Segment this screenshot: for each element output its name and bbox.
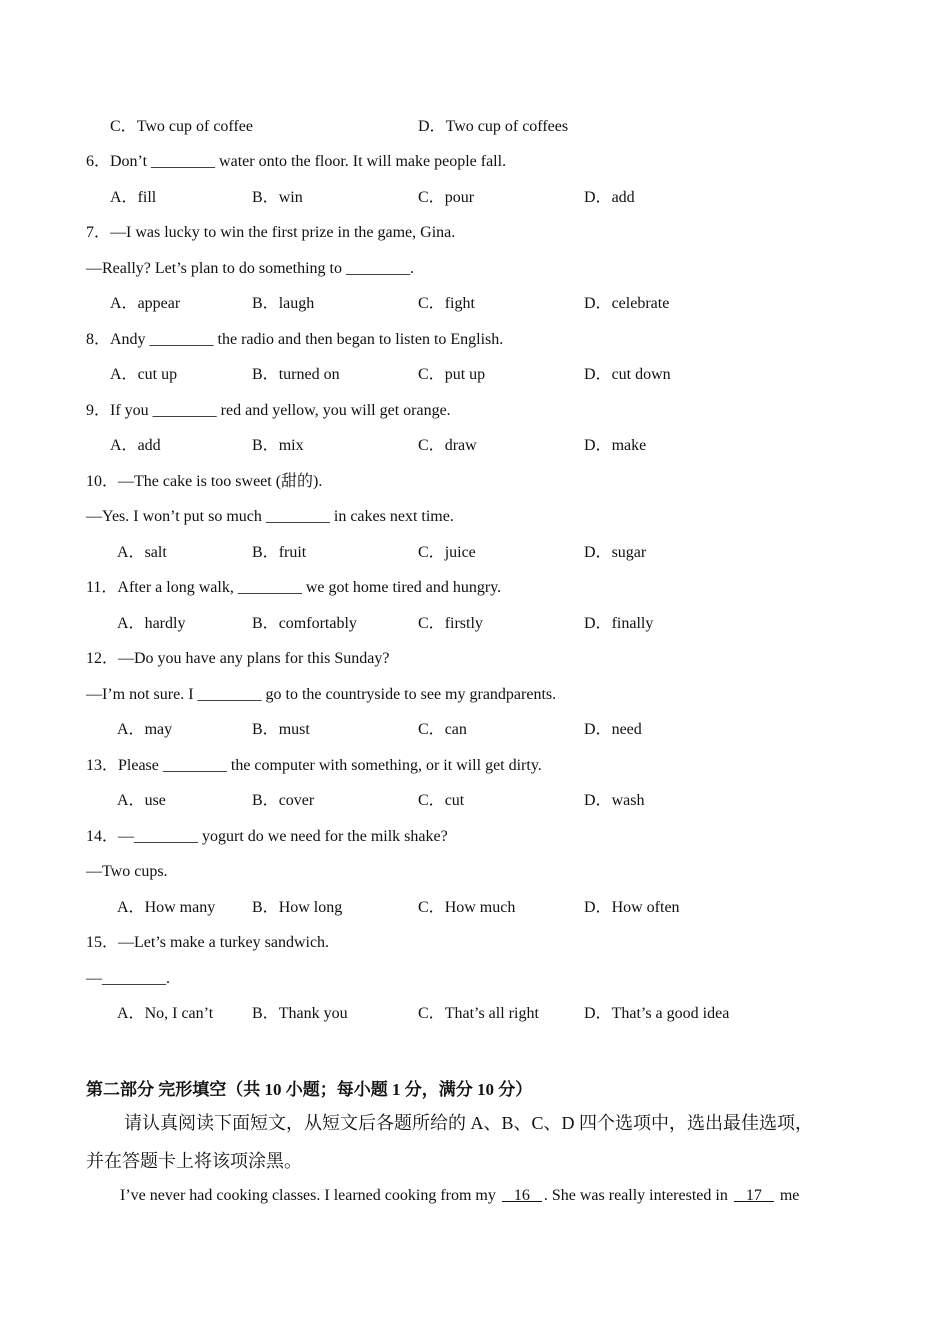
option-letter: D． xyxy=(584,614,612,632)
question-9-option-b xyxy=(252,436,304,456)
question-11-line-1: 11．After a long walk, ________ we got home tired and hungry. xyxy=(86,579,502,596)
option-text: Two cup of coffees xyxy=(445,118,569,135)
instruction-line-2: 并在答题卡上将该项涂黑。 xyxy=(86,1151,302,1171)
option-letter: A． xyxy=(110,188,138,206)
option-text: How much xyxy=(444,898,516,916)
option-text: fill xyxy=(137,188,157,206)
question-13-line-1: 13．Please ________ the computer with something, or it will get dirty. xyxy=(86,756,542,774)
option-letter: B． xyxy=(252,1005,279,1022)
question-14-line-1: 14．—________ yogurt do we need for the milk shake? xyxy=(86,827,448,845)
question-14-option-c xyxy=(418,898,515,918)
option-text: can xyxy=(444,721,467,738)
option-text: pour xyxy=(444,188,475,206)
option-text: That’s a good idea xyxy=(611,1005,730,1022)
question-9-option-c xyxy=(418,436,477,456)
option-text: Thank you xyxy=(278,1005,348,1022)
option-letter: D． xyxy=(418,118,446,135)
q5-option-d xyxy=(418,117,568,137)
option-text: How many xyxy=(144,898,216,916)
option-letter: A． xyxy=(117,792,145,809)
option-letter: B． xyxy=(252,543,279,561)
option-text: wash xyxy=(611,792,645,809)
option-text: fight xyxy=(444,295,475,312)
question-15-option-c xyxy=(418,1004,539,1024)
question-15-line-2: —________. xyxy=(86,969,170,987)
option-text: juice xyxy=(444,543,476,561)
question-11-option-a xyxy=(117,614,185,634)
option-letter: C． xyxy=(418,188,445,206)
option-letter: B． xyxy=(252,188,279,206)
option-text: hardly xyxy=(144,614,186,632)
option-text: salt xyxy=(144,543,167,561)
question-10-option-c xyxy=(418,543,476,563)
option-text: win xyxy=(278,188,303,206)
question-10-option-a xyxy=(117,543,167,563)
question-8-line-1: 8．Andy ________ the radio and then began to listen to English. xyxy=(86,330,504,348)
option-letter: D． xyxy=(584,721,612,738)
option-text: comfortably xyxy=(278,614,357,632)
option-text: need xyxy=(611,721,642,738)
question-6-option-a xyxy=(110,188,156,208)
option-letter: C． xyxy=(418,792,445,809)
question-12-option-a xyxy=(117,720,172,740)
passage-first-line xyxy=(86,1186,876,1206)
option-text: firstly xyxy=(444,614,483,632)
question-14-option-d xyxy=(584,898,680,918)
question-12-option-b xyxy=(252,720,310,740)
option-letter: A． xyxy=(117,1005,145,1022)
option-text: cut xyxy=(444,792,465,809)
option-text: mix xyxy=(278,437,304,454)
question-9-line-1: 9．If you ________ red and yellow, you will get orange. xyxy=(86,401,451,419)
question-7-option-a xyxy=(110,294,180,314)
option-letter: A． xyxy=(117,898,145,916)
question-14-option-a xyxy=(117,898,215,918)
option-letter: C． xyxy=(418,295,445,312)
option-text: appear xyxy=(137,295,181,312)
question-13-option-d xyxy=(584,791,644,811)
option-text: sugar xyxy=(611,543,647,561)
question-10-option-d xyxy=(584,543,646,563)
question-6-option-d xyxy=(584,188,635,208)
question-8-option-d xyxy=(584,365,671,385)
option-letter: B． xyxy=(252,614,279,632)
option-letter: B． xyxy=(252,437,279,454)
question-13-option-c xyxy=(418,791,464,811)
question-15-option-b xyxy=(252,1004,348,1024)
blank-17-number: 17 xyxy=(745,1187,762,1204)
option-text: may xyxy=(144,721,173,738)
option-letter: A． xyxy=(117,721,145,738)
question-9-option-d xyxy=(584,436,646,456)
option-letter: D． xyxy=(584,366,612,383)
option-letter: C． xyxy=(418,898,445,916)
question-12-line-1: 12．—Do you have any plans for this Sunday? xyxy=(86,650,390,667)
question-7-line-1: 7．—I was lucky to win the first prize in the game, Gina. xyxy=(86,224,456,241)
option-letter: C． xyxy=(418,437,445,454)
question-8-option-c xyxy=(418,365,485,385)
question-7-option-c xyxy=(418,294,475,314)
instruction-line-1: 请认真阅读下面短文，从短文后各题所给的 A、B、C、D 四个选项中，选出最佳选项， xyxy=(124,1113,814,1133)
option-text: Two cup of coffee xyxy=(136,118,253,135)
option-letter: D． xyxy=(584,1005,612,1022)
question-7-line-2: —Really? Let’s plan to do something to ________. xyxy=(86,259,414,277)
question-8-option-a xyxy=(110,365,177,385)
question-11-option-c xyxy=(418,614,483,634)
question-10-line-2: —Yes. I won’t put so much ________ in cakes next time. xyxy=(86,508,454,525)
question-14-line-2: —Two cups. xyxy=(86,863,168,880)
question-6-option-c xyxy=(418,188,474,208)
option-text: How often xyxy=(611,898,680,916)
option-letter: B． xyxy=(252,721,279,738)
question-11-option-d xyxy=(584,614,653,634)
question-12-option-c xyxy=(418,720,467,740)
option-letter: D． xyxy=(584,188,612,206)
passage-text-c: me xyxy=(775,1187,800,1204)
option-text: must xyxy=(278,721,310,738)
question-6-option-b xyxy=(252,188,303,208)
passage-text-b: . She was really interested in xyxy=(543,1187,732,1204)
option-letter: B． xyxy=(252,295,279,312)
question-14-option-b xyxy=(252,898,342,918)
question-7-option-b xyxy=(252,294,314,314)
question-10-option-b xyxy=(252,543,306,563)
blank-16-number: 16 xyxy=(513,1187,530,1204)
option-letter: A． xyxy=(110,437,138,454)
option-text: fruit xyxy=(278,543,307,561)
question-12-option-d xyxy=(584,720,642,740)
option-text: draw xyxy=(444,437,477,454)
option-letter: D． xyxy=(584,898,612,916)
blank-17 xyxy=(732,1187,776,1204)
question-6-line-1: 6．Don’t ________ water onto the floor. It will make people fall. xyxy=(86,153,507,170)
option-text: add xyxy=(611,188,635,206)
question-15-line-1: 15．—Let’s make a turkey sandwich. xyxy=(86,934,330,951)
option-text: put up xyxy=(444,366,486,383)
option-text: That’s all right xyxy=(444,1005,539,1022)
option-letter: A． xyxy=(110,366,138,383)
option-text: cover xyxy=(278,792,315,809)
option-text: No, I can’t xyxy=(144,1005,214,1022)
passage-text-a: I’ve never had cooking classes. I learned cooking from my xyxy=(120,1187,500,1204)
option-letter: B． xyxy=(252,366,279,383)
option-letter: C． xyxy=(418,1005,445,1022)
option-text: celebrate xyxy=(611,295,670,312)
option-text: turned on xyxy=(278,366,340,383)
option-text: cut up xyxy=(137,366,178,383)
question-10-line-1: 10．—The cake is too sweet (甜的). xyxy=(86,472,323,490)
option-letter: A． xyxy=(110,295,138,312)
section-heading: 第二部分 完形填空（共 10 小题；每小题 1 分，满分 10 分） xyxy=(86,1080,533,1099)
blank-16 xyxy=(500,1187,544,1204)
option-text: How long xyxy=(278,898,343,916)
question-8-option-b xyxy=(252,365,340,385)
question-13-option-a xyxy=(117,791,166,811)
option-letter: D． xyxy=(584,543,612,561)
option-letter: B． xyxy=(252,792,279,809)
option-letter: D． xyxy=(584,437,612,454)
option-letter: D． xyxy=(584,792,612,809)
option-text: finally xyxy=(611,614,654,632)
question-11-option-b xyxy=(252,614,357,634)
option-text: laugh xyxy=(278,295,315,312)
option-letter: B． xyxy=(252,898,279,916)
option-letter: C． xyxy=(418,366,445,383)
option-letter: C． xyxy=(418,614,445,632)
option-letter: A． xyxy=(117,543,145,561)
option-text: use xyxy=(144,792,166,809)
option-letter: D． xyxy=(584,295,612,312)
question-13-option-b xyxy=(252,791,314,811)
question-7-option-d xyxy=(584,294,669,314)
option-letter: C． xyxy=(110,118,137,135)
question-15-option-a xyxy=(117,1004,213,1024)
option-text: make xyxy=(611,437,647,454)
option-letter: C． xyxy=(418,543,445,561)
q5-option-c xyxy=(110,117,253,137)
option-letter: C． xyxy=(418,721,445,738)
question-12-line-2: —I’m not sure. I ________ go to the countryside to see my grandparents. xyxy=(86,685,557,703)
question-9-option-a xyxy=(110,436,161,456)
option-letter: A． xyxy=(117,614,145,632)
question-15-option-d xyxy=(584,1004,729,1024)
option-text: cut down xyxy=(611,366,671,383)
option-text: add xyxy=(137,437,161,454)
